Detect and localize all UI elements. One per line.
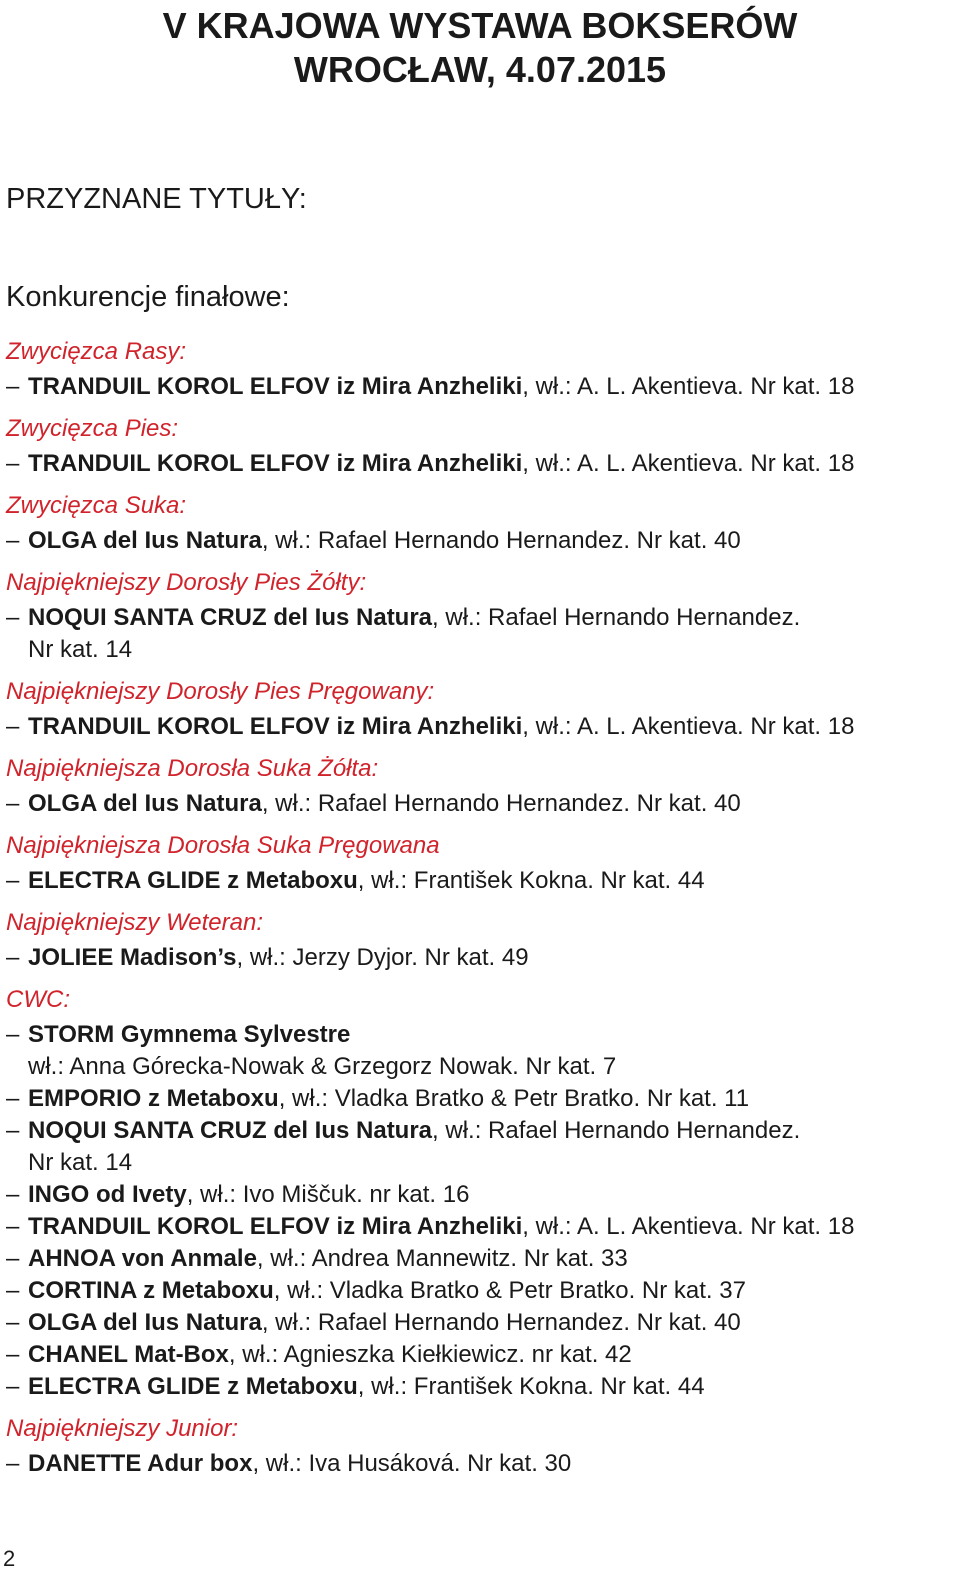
dog-name: OLGA del Ius Natura: [28, 790, 262, 817]
entry-continuation: [6, 1147, 958, 1179]
document-subtitle: WROCŁAW, 4.07.2015: [293, 49, 667, 90]
award-block: [6, 985, 958, 1403]
award-entry: [6, 788, 958, 820]
award-entry: [6, 1115, 958, 1147]
entry-dash: –: [6, 1117, 20, 1144]
award-entry: [6, 1243, 958, 1275]
owner-info: , wł.: A. L. Akentieva. Nr kat. 18: [522, 373, 855, 400]
award-entry: [6, 1083, 958, 1115]
owner-info: , wł.: Iva Husáková. Nr kat. 30: [252, 1450, 572, 1477]
entry-continuation: [6, 634, 958, 666]
award-block: [6, 831, 958, 897]
award-block: [6, 908, 958, 974]
dog-name: STORM Gymnema Sylvestre: [28, 1021, 351, 1048]
owner-info: , wł.: A. L. Akentieva. Nr kat. 18: [522, 1213, 855, 1240]
entry-dash: –: [6, 604, 20, 631]
award-title: Najpiękniejszy Dorosły Pies Żółty:: [6, 569, 367, 596]
dog-name: TRANDUIL KOROL ELFOV iz Mira Anzheliki: [28, 450, 523, 477]
award-title: Najpiękniejsza Dorosła Suka Pręgowana: [6, 832, 440, 859]
entry-dash: –: [6, 527, 20, 554]
entry-dash: –: [6, 1341, 20, 1368]
subsection-heading: Konkurencje finałowe:: [6, 281, 290, 313]
award-entry: [6, 1307, 958, 1339]
entry-dash: –: [6, 944, 20, 971]
section-heading: PRZYZNANE TYTUŁY:: [6, 183, 307, 215]
owner-info: , wł.: A. L. Akentieva. Nr kat. 18: [522, 713, 855, 740]
award-block: [6, 1414, 958, 1480]
award-entry: [6, 1019, 958, 1051]
dog-name: EMPORIO z Metaboxu: [28, 1085, 279, 1112]
entry-dash: –: [6, 373, 20, 400]
award-entry: [6, 448, 958, 480]
owner-info: , wł.: Rafael Hernando Hernandez. Nr kat. 40: [261, 527, 741, 554]
dog-name: CORTINA z Metaboxu: [28, 1277, 274, 1304]
entry-continuation: [6, 1051, 958, 1083]
owner-info: , wł.: Rafael Hernando Hernandez. Nr kat. 40: [261, 790, 741, 817]
owner-info: , wł.: Vladka Bratko & Petr Bratko. Nr kat. 11: [278, 1085, 750, 1112]
award-block: [6, 568, 958, 666]
dog-name: CHANEL Mat-Box: [28, 1341, 229, 1368]
award-title: Zwycięzca Suka:: [6, 492, 187, 519]
owner-info: , wł.: Rafael Hernando Hernandez.: [432, 1117, 801, 1144]
entry-dash: –: [6, 1085, 20, 1112]
entry-dash: –: [6, 1309, 20, 1336]
award-title: Zwycięzca Rasy:: [6, 338, 187, 365]
award-block: [6, 677, 958, 743]
dog-name: DANETTE Adur box: [28, 1450, 253, 1477]
award-entry: [6, 1371, 958, 1403]
entry-dash: –: [6, 790, 20, 817]
award-entry: [6, 371, 958, 403]
award-entry: [6, 1179, 958, 1211]
dog-name: TRANDUIL KOROL ELFOV iz Mira Anzheliki: [28, 373, 523, 400]
dog-name: OLGA del Ius Natura: [28, 527, 262, 554]
owner-info: , wł.: Jerzy Dyjor. Nr kat. 49: [236, 944, 529, 971]
dog-name: OLGA del Ius Natura: [28, 1309, 262, 1336]
dog-name: JOLIEE Madison’s: [28, 944, 237, 971]
award-block: [6, 491, 958, 557]
award-title: Zwycięzca Pies:: [6, 415, 179, 442]
award-block: [6, 337, 958, 403]
owner-info: wł.: Anna Górecka-Nowak & Grzegorz Nowak. Nr kat. 7: [28, 1053, 617, 1080]
entry-dash: –: [6, 1213, 20, 1240]
entry-dash: –: [6, 1450, 20, 1477]
award-entry: [6, 1211, 958, 1243]
entry-dash: –: [6, 1373, 20, 1400]
award-title: Najpiękniejszy Junior:: [6, 1415, 239, 1442]
award-title: CWC:: [6, 986, 70, 1013]
owner-info: , wł.: Rafael Hernando Hernandez.: [432, 604, 801, 631]
owner-info: , wł.: František Kokna. Nr kat. 44: [357, 1373, 705, 1400]
award-title: Najpiękniejsza Dorosła Suka Żółta:: [6, 755, 379, 782]
owner-info: , wł.: Ivo Miščuk. nr kat. 16: [186, 1181, 470, 1208]
award-entry: [6, 1275, 958, 1307]
owner-info: , wł.: Rafael Hernando Hernandez. Nr kat. 40: [261, 1309, 741, 1336]
owner-info: , wł.: Vladka Bratko & Petr Bratko. Nr kat. 37: [273, 1277, 746, 1304]
award-entry: [6, 942, 958, 974]
entry-dash: –: [6, 1181, 20, 1208]
award-block: [6, 754, 958, 820]
entry-dash: –: [6, 713, 20, 740]
entry-dash: –: [6, 867, 20, 894]
award-title: Najpiękniejszy Weteran:: [6, 909, 264, 936]
dog-name: INGO od Ivety: [28, 1181, 187, 1208]
dog-name: ELECTRA GLIDE z Metaboxu: [28, 867, 358, 894]
award-entry: [6, 602, 958, 634]
owner-info: , wł.: Agnieszka Kiełkiewicz. nr kat. 42: [228, 1341, 632, 1368]
dog-name: TRANDUIL KOROL ELFOV iz Mira Anzheliki: [28, 1213, 523, 1240]
dog-name: AHNOA von Anmale: [28, 1245, 257, 1272]
document-title: V KRAJOWA WYSTAWA BOKSERÓW: [162, 5, 798, 46]
dog-name: NOQUI SANTA CRUZ del Ius Natura: [28, 604, 433, 631]
award-entry: [6, 711, 958, 743]
owner-info: , wł.: František Kokna. Nr kat. 44: [357, 867, 705, 894]
award-entry: [6, 1339, 958, 1371]
entry-dash: –: [6, 1021, 20, 1048]
page-number: 2: [3, 1546, 16, 1571]
owner-info: , wł.: A. L. Akentieva. Nr kat. 18: [522, 450, 855, 477]
owner-info: Nr kat. 14: [28, 636, 133, 663]
award-entry: [6, 525, 958, 557]
award-block: [6, 414, 958, 480]
owner-info: Nr kat. 14: [28, 1149, 133, 1176]
dog-name: TRANDUIL KOROL ELFOV iz Mira Anzheliki: [28, 713, 523, 740]
dog-name: ELECTRA GLIDE z Metaboxu: [28, 1373, 358, 1400]
entry-dash: –: [6, 450, 20, 477]
entry-dash: –: [6, 1245, 20, 1272]
entry-dash: –: [6, 1277, 20, 1304]
awards-list: [6, 337, 958, 1491]
owner-info: , wł.: Andrea Mannewitz. Nr kat. 33: [256, 1245, 628, 1272]
award-title: Najpiękniejszy Dorosły Pies Pręgowany:: [6, 678, 435, 705]
award-entry: [6, 1448, 958, 1480]
award-entry: [6, 865, 958, 897]
dog-name: NOQUI SANTA CRUZ del Ius Natura: [28, 1117, 433, 1144]
